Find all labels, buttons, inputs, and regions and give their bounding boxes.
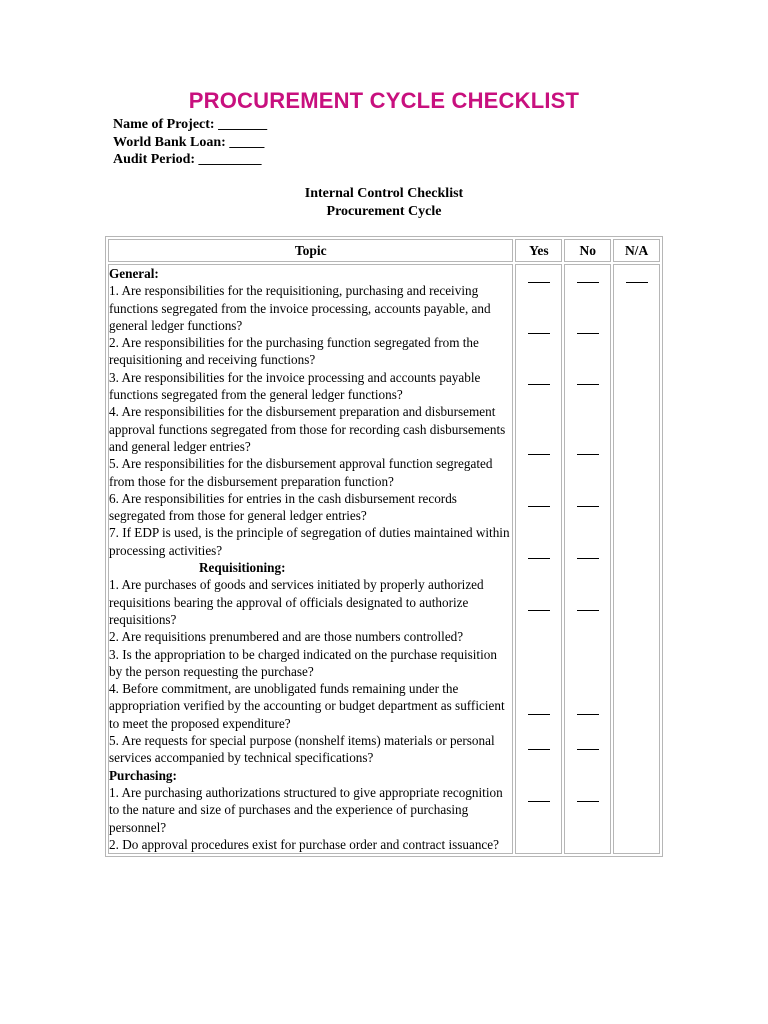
yes-column xyxy=(515,264,562,854)
subheading-procurement-cycle: Procurement Cycle xyxy=(326,204,442,219)
section-requisitioning: Requisitioning: xyxy=(199,560,286,576)
question-requisitioning-4: 4. Before commitment, are unobligated funds remaining under the appropriation verified by the accounting or budget department as sufficient to meet the proposed expenditure? xyxy=(109,681,505,731)
section-general: General: xyxy=(109,266,159,281)
question-general-7: 7. If EDP is used, is the principle of segregation of duties maintained within processing activities? xyxy=(109,525,510,558)
subheading-internal-control: Internal Control Checklist xyxy=(304,186,464,201)
yes-blank[interactable] xyxy=(528,801,550,802)
no-blank[interactable] xyxy=(577,801,599,802)
na-column xyxy=(613,264,660,854)
question-general-2: 2. Are responsibilities for the purchasing function segregated from the requisitioning and receiving functions? xyxy=(109,335,479,368)
question-general-6: 6. Are responsibilities for entries in the cash disbursement records segregated from those for general ledger entries? xyxy=(109,490,457,524)
header-topic: Topic xyxy=(108,239,513,262)
question-general-1: 1. Are responsibilities for the requisitioning, purchasing and receiving functions segregated from the invoice processing, accounts payable, and general ledger functions? xyxy=(109,283,491,333)
na-blank[interactable] xyxy=(626,282,648,283)
question-requisitioning-1: 1. Are purchases of goods and services initiated by properly authorized requisitions bearing the approval of officials designated to authorize requisitions? xyxy=(109,577,484,627)
header-row xyxy=(108,239,660,262)
project-info xyxy=(113,116,267,169)
no-column xyxy=(564,264,611,854)
question-purchasing-1: 1. Are purchasing authorizations structured to give appropriate recognition to the nature and size of purchases and the experience of purchasing personnel? xyxy=(109,784,503,835)
question-requisitioning-3: 3. Is the appropriation to be charged indicated on the purchase requisition by the person requesting the purchase? xyxy=(109,646,497,679)
checklist-subheading xyxy=(0,185,768,221)
checklist-table xyxy=(105,236,663,857)
checklist-body-row xyxy=(108,264,660,854)
question-purchasing-2: 2. Do approval procedures exist for purchase order and contract issuance? xyxy=(109,836,499,852)
question-requisitioning-2: 2. Are requisitions prenumbered and are those numbers controlled? xyxy=(109,629,464,645)
document-title: PROCUREMENT CYCLE CHECKLIST xyxy=(188,88,580,113)
loan-field: World Bank Loan: _____ xyxy=(113,134,265,150)
audit-period-field: Audit Period: _________ xyxy=(113,152,262,167)
header-na: N/A xyxy=(613,239,660,262)
project-name-field: Name of Project: _______ xyxy=(113,117,268,132)
question-general-4: 4. Are responsibilities for the disbursement preparation and disbursement approval functions segregated from those for recording cash disbursements and general ledger entries? xyxy=(109,404,506,454)
section-purchasing: Purchasing: xyxy=(109,767,177,783)
header-yes: Yes xyxy=(515,239,562,262)
topic-cell xyxy=(108,264,513,854)
question-general-5: 5. Are responsibilities for the disbursement approval function segregated from those for the disbursement preparation function? xyxy=(109,456,493,489)
question-requisitioning-5: 5. Are requests for special purpose (nonshelf items) materials or personal services accompanied by technical specifications? xyxy=(109,733,495,766)
question-general-3: 3. Are responsibilities for the invoice processing and accounts payable functions segregated from the general ledger functions? xyxy=(109,369,481,403)
header-no: No xyxy=(564,239,611,262)
